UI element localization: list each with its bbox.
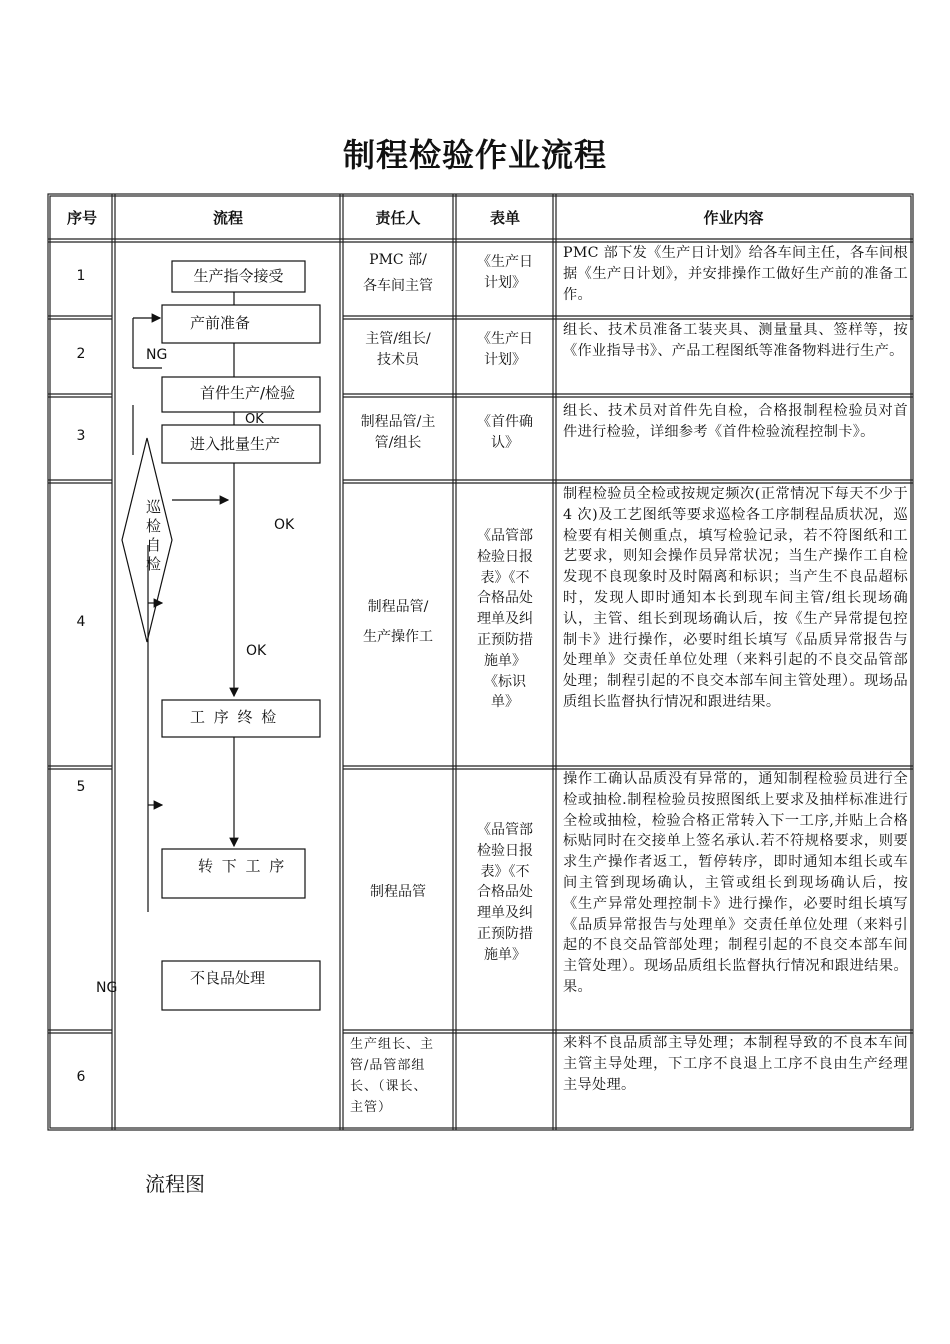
row-seq: 5 <box>76 779 86 795</box>
row-owner: 制程品管/ 生产操作工 <box>363 599 433 645</box>
header-form: 表单 <box>489 209 520 227</box>
row-owner: 生产组长、主 管/品管部组 长、（课长、 主管） <box>350 1037 435 1115</box>
row-seq: 4 <box>76 614 86 630</box>
flow-step5-label: 工 序 终 检 <box>190 708 279 726</box>
row-content: 来料不良品质部主导处理；本制程导致的不良本车间主管主导处理，下工序不良退上工序不良由生产经理主导处理。 <box>563 1035 908 1093</box>
row-seq: 2 <box>76 346 86 362</box>
ok-label: OK <box>246 643 267 659</box>
flow-step3-label: 首件生产/检验 <box>200 384 296 402</box>
patrol-char: 检 <box>146 555 162 573</box>
row-content: 组长、技术员对首件先自检，合格报制程检验员对首件进行检验，详细参考《首件检验流程控制卡》。 <box>563 403 908 440</box>
ng-label: NG <box>146 347 168 363</box>
row-owner: 制程品管 <box>370 884 426 900</box>
header-flow: 流程 <box>212 209 243 227</box>
row-content: 制程检验员全检或按规定频次(正常情况下每天不少于 4 次)及工艺图纸等要求巡检各工序制程品质状况，巡检要有相关侧重点，填写检验记录，若不符图纸和工艺要求，则知会操作员异常状况；当生产操作工自检发现不良现象时及时隔离和标识；当产生不良品超标时，发现人即时通知本长到现车间主管/组长现场确认，主管、组长到现场确认后，按《生产异常提包控制卡》进行操作，必要时组长填写《品质异常报告与处理单》交责任单位处理（来料引起的不良交品管部处理；制程引起的不良交本部车间主管处理）。现场品质组长监督执行情况和跟进结果。 <box>563 486 908 710</box>
footer-caption: 流程图 <box>145 1172 205 1196</box>
row-owner: PMC 部/ 各车间主管 <box>363 252 433 294</box>
flow-step4-label: 进入批量生产 <box>190 435 281 453</box>
header-content: 作业内容 <box>703 209 764 227</box>
header-owner: 责任人 <box>375 209 421 227</box>
flow-step7-label: 不良品处理 <box>190 969 266 987</box>
row-content: PMC 部下发《生产日计划》给各车间主任，各车间根据《生产日计划》，并安排操作工做好生产前的准备工作。 <box>563 245 908 303</box>
patrol-char: 自 <box>146 536 162 554</box>
flow-step6-label: 转 下 工 序 <box>198 857 287 875</box>
patrol-char: 巡 <box>146 498 162 516</box>
ok-label: OK <box>245 413 264 427</box>
ng-label: NG <box>96 980 118 996</box>
row-content: 操作工确认品质没有异常的，通知制程检验员进行全检或抽检.制程检验员按照图纸上要求及抽样标准进行全检或抽检，检验合格正常转入下一工序,并贴上合格标贴同时在交接单上签名承认.若不符规格要求，则要求生产操作者返工，暂停转序，即时通知本组长或车间主管到现场确认，主管或组长到现场确认后，按《生产异常处理控制卡》进行操作，必要时组长填写《品质异常报告与处理单》交责任单位处理（来料引起的不良交品管部处理；制程引起的不良交本部车间主管处理）。现场品质组长监督执行情况和跟进结果。果。 <box>563 771 908 995</box>
row-seq: 6 <box>76 1069 86 1085</box>
row-form: 《首件确 认》 <box>477 414 533 451</box>
row-form: 《品管部 检验日报 表》《不 合格品处 理单及纠 正预防措 施单》 《标识 单》 <box>477 528 533 711</box>
row-seq: 3 <box>76 428 86 444</box>
row-content: 组长、技术员准备工装夹具、测量量具、签样等，按《作业指导书》、产品工程图纸等准备物料进行生产。 <box>563 322 908 359</box>
row-seq: 1 <box>76 268 86 284</box>
row-owner: 制程品管/主 管/组长 <box>360 414 436 451</box>
ok-label: OK <box>274 517 295 533</box>
patrol-char: 检 <box>146 517 162 535</box>
header-seq: 序号 <box>66 209 97 227</box>
row-owner: 主管/组长/ 技术员 <box>365 331 431 368</box>
flow-step2-label: 产前准备 <box>190 314 251 332</box>
row-form: 《生产日 计划》 <box>477 331 533 368</box>
row-form: 《生产日 计划》 <box>477 254 533 291</box>
flow-step1-label: 生产指令接受 <box>193 267 284 285</box>
row-form: 《品管部 检验日报 表》《不 合格品处 理单及纠 正预防措 施单》 <box>477 822 533 963</box>
page-title: 制程检验作业流程 <box>342 136 607 174</box>
